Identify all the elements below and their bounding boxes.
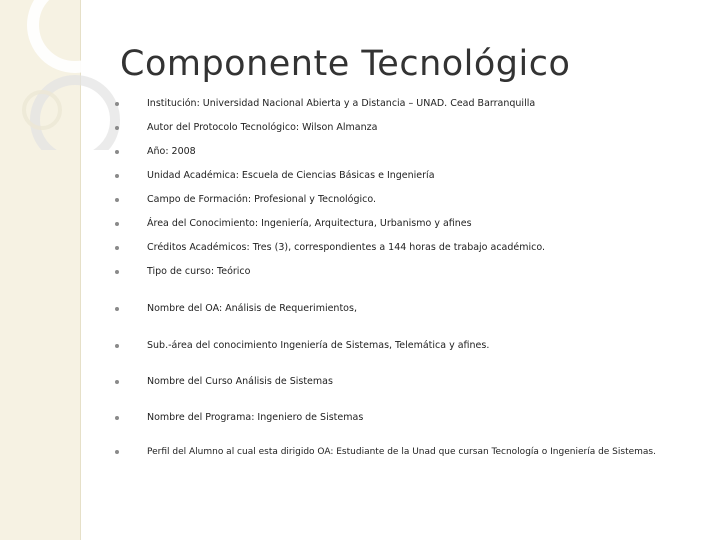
list-item	[115, 266, 253, 277]
item-value: Wilson Almanza	[302, 122, 378, 133]
bullet-icon	[115, 450, 119, 454]
bullet-icon	[115, 150, 119, 154]
list-item	[115, 412, 366, 423]
list-item	[115, 340, 492, 351]
item-label: Tipo de curso: Teórico	[147, 266, 251, 277]
bullet-icon	[115, 222, 119, 226]
list-item	[115, 98, 538, 109]
bullet-icon	[115, 270, 119, 274]
list-item	[115, 376, 336, 387]
list-item	[115, 242, 545, 253]
item-label: Área del Conocimiento: Ingeniería, Arquitectura, Urbanismo y afines	[147, 218, 472, 229]
bullet-icon	[115, 307, 119, 311]
bullet-icon	[115, 416, 119, 420]
list-item	[115, 122, 377, 133]
list-item	[115, 170, 438, 181]
item-label: Unidad Académica: Escuela de Ciencias Básicas e Ingeniería	[147, 170, 435, 181]
item-label: Institución: Universidad Nacional Abierta y a Distancia – UNAD. Cead Barranquilla	[147, 98, 536, 109]
bullet-icon	[115, 102, 119, 106]
item-label: Autor del Protocolo Tecnológico:	[147, 122, 300, 133]
item-label: Año:	[147, 146, 169, 157]
list-item	[115, 146, 196, 157]
bullet-icon	[115, 246, 119, 250]
item-label: Nombre del Programa: Ingeniero de Sistemas	[147, 412, 364, 423]
bullet-icon	[115, 126, 119, 130]
list-item	[115, 303, 360, 314]
item-label: Nombre del Curso Análisis de Sistemas	[147, 376, 333, 387]
list-item	[115, 218, 475, 229]
item-label: Campo de Formación: Profesional y Tecnológico.	[147, 194, 377, 205]
item-label: Perfil del Alumno al cual esta dirigido OA: Estudiante de la Unad que cursan Tecnología o Ingeniería de Sistemas.	[147, 447, 656, 457]
item-value: 2008	[171, 146, 196, 157]
list-item	[115, 447, 659, 457]
item-label: Créditos Académicos: Tres (3), correspondientes a 144 horas de trabajo	[147, 242, 488, 253]
item-label: Nombre del OA: Análisis de Requerimientos,	[147, 303, 357, 314]
item-label: Sub.-área del conocimiento Ingeniería de Sistemas, Telemática y afines.	[147, 340, 490, 351]
bullet-icon	[115, 380, 119, 384]
item-value: académico.	[490, 242, 546, 253]
bullet-icon	[115, 198, 119, 202]
bullet-icon	[115, 344, 119, 348]
bullet-icon	[115, 174, 119, 178]
slide-title: Componente Tecnológico	[120, 44, 571, 84]
list-item	[115, 194, 379, 205]
